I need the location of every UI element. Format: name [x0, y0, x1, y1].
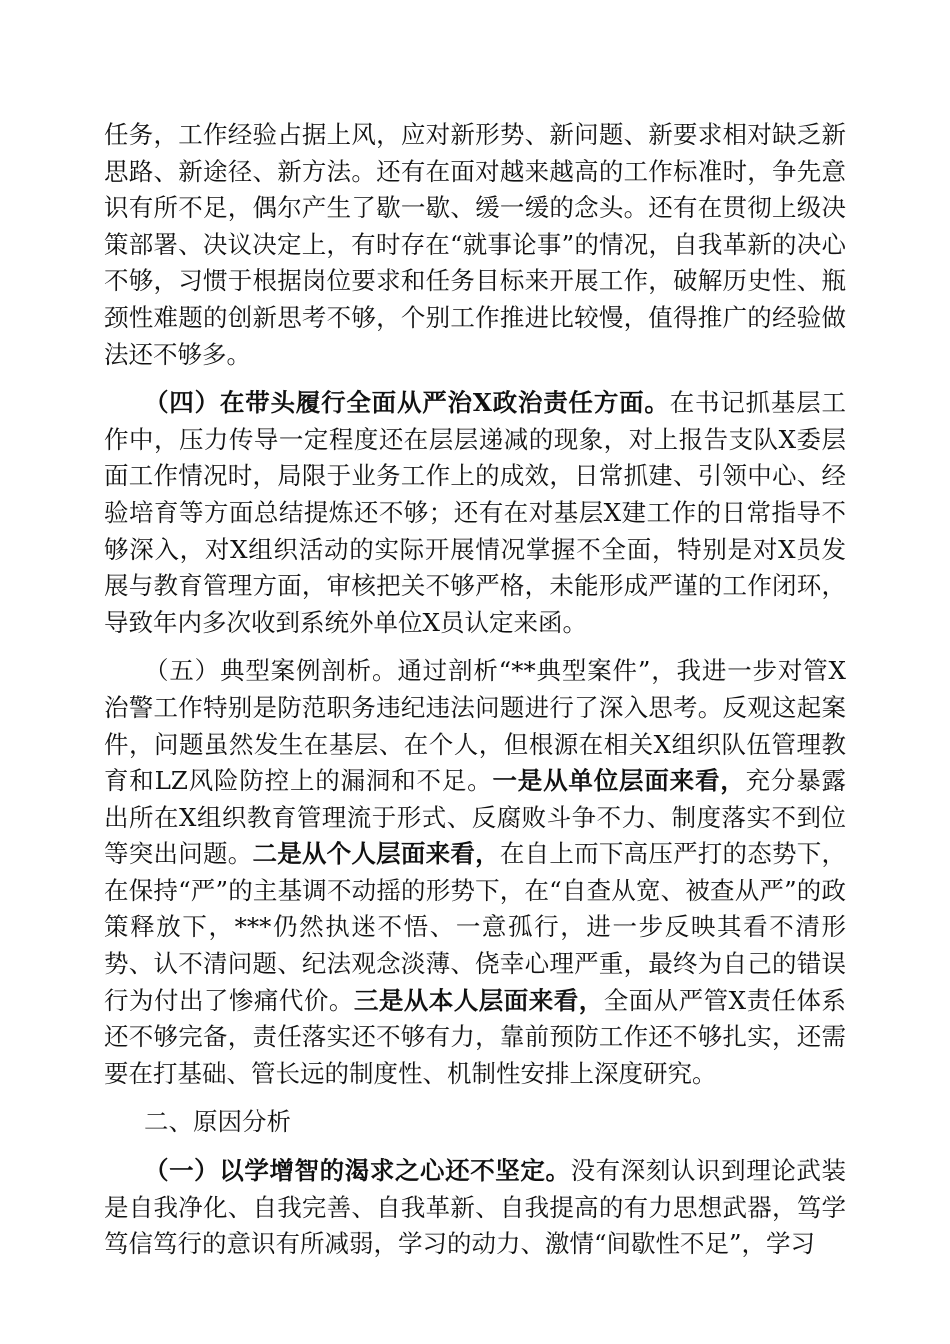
section-two-title: 二、原因分析 [144, 1107, 291, 1137]
paragraph-cause-one [104, 1153, 846, 1263]
section-four-body: 在书记抓基层工作中，压力传导一定程度还在层层递减的现象，对上报告支队X委层面工作情况时，局限于业务工作上的成效，日常抓建、引领中心、经验培育等方面总结提炼还不够；还有在对基层X建工作的日常指导不够深入，对X组织活动的实际开展情况掌握不全面，特别是对X员发展与教育管理方面，审核把关不够严格，未能形成严谨的工作闭环，导致年内多次收到系统外单位X员认定来函。 [104, 388, 846, 637]
paragraph-section-five [104, 653, 846, 1092]
point-one-label: 一是从单位层面来看， [492, 766, 746, 796]
section-five-intro: （五）典型案例剖析。通过剖析“**典型案件”，我进一步对管X治警工作特别是防范职务违纪违法问题进行了深入思考。反观这起案件，问题虽然发生在基层、在个人，但根源在相关X组织队伍管理教育和LZ风险防控上的漏洞和不足。 [104, 656, 846, 796]
section-four-heading: （四）在带头履行全面从严治X政治责任方面。 [144, 388, 670, 418]
point-three-body: 全面从严管X责任体系还不够完备，责任落实还不够有力，靠前预防工作还不够扎实，还需要在打基础、管长远的制度性、机制性安排上深度研究。 [104, 985, 846, 1088]
paragraph-section-four [104, 385, 846, 641]
cause-one-heading: （一）以学增智的渴求之心还不坚定。 [144, 1156, 571, 1186]
point-two-body: 在自上而下高压严打的态势下，在保持“严”的主基调不动摇的形势下，在“自查从宽、被查从严”的政策释放下，***仍然执迷不悟、一意孤行，进一步反映其看不清形势、认不清问题、纪法观念淡薄、侥幸心理严重，最终为自己的错误行为付出了惨痛代价。 [104, 839, 847, 1015]
point-one-body: 充分暴露出所在X组织教育管理流于形式、反腐败斗争不力、制度落实不到位等突出问题。 [104, 766, 847, 869]
paragraph-continuation: 任务，工作经验占据上风，应对新形势、新问题、新要求相对缺乏新思路、新途径、新方法。还有在面对越来越高的工作标准时，争先意识有所不足，偶尔产生了歇一歇、缓一缓的念头。还有在贯彻上级决策部署、决议决定上，有时存在“就事论事”的情况，自我革新的决心不够，习惯于根据岗位要求和任务目标来开展工作，破解历史性、瓶颈性难题的创新思考不够，个别工作推进比较慢，值得推广的经验做法还不够多。 [104, 120, 846, 369]
point-three-label: 三是从本人层面来看， [353, 985, 604, 1015]
document-page [104, 117, 846, 1275]
cause-one-body: 没有深刻认识到理论武装是自我净化、自我完善、自我革新、自我提高的有力思想武器，笃学笃信笃行的意识有所减弱，学习的动力、激情“间歇性不足”，学习 [104, 1156, 847, 1259]
point-two-label: 二是从个人层面来看， [252, 839, 500, 869]
